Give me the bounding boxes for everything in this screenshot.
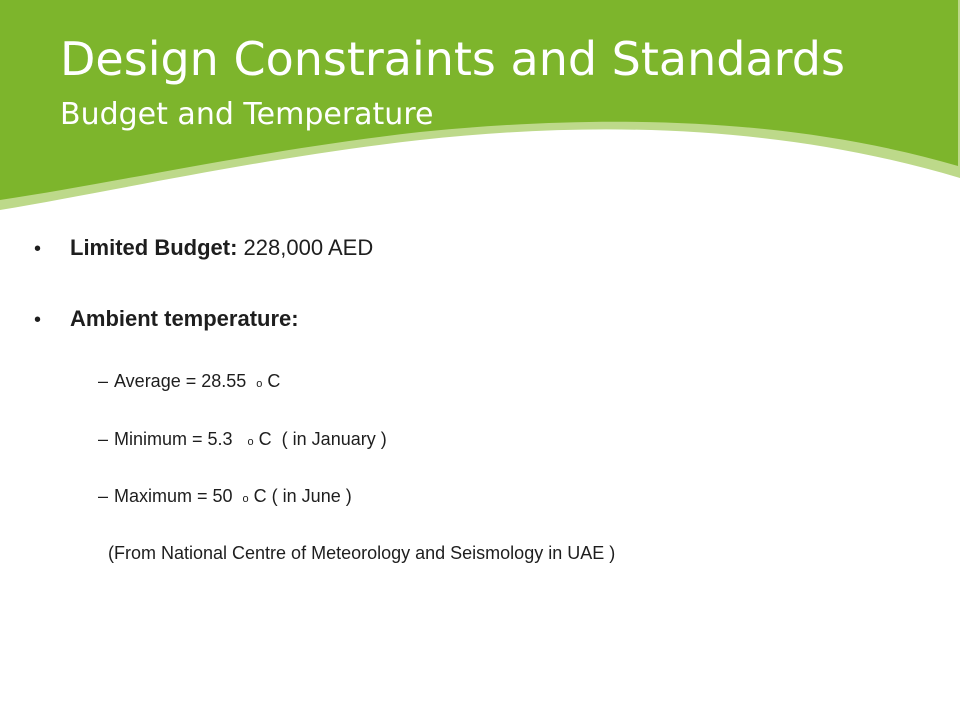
degree-sup: o bbox=[242, 493, 249, 505]
temperature-minimum-prefix: Minimum = 5.3 bbox=[114, 429, 248, 449]
bullet-ambient-text bbox=[70, 306, 299, 332]
bullet-budget bbox=[34, 235, 373, 261]
temperature-minimum-suffix: C ( in January ) bbox=[253, 429, 387, 449]
temperature-average-suffix: C bbox=[262, 371, 281, 391]
bullet-ambient-temperature bbox=[34, 306, 299, 332]
source-citation: (From National Centre of Meteorology and Seismology in UAE ) bbox=[108, 543, 616, 563]
bullet-budget-text bbox=[70, 235, 373, 261]
sub-bullet-dash-icon: – bbox=[98, 371, 109, 391]
slide-title: Design Constraints and Standards bbox=[60, 32, 845, 86]
bullet-budget-label: Limited Budget: bbox=[70, 235, 238, 260]
sub-bullet-dash-icon: – bbox=[98, 429, 109, 449]
temperature-average bbox=[98, 371, 280, 392]
sub-bullet-dash-icon: – bbox=[98, 486, 109, 506]
temperature-maximum bbox=[98, 486, 352, 507]
bullet-dot-icon: • bbox=[34, 309, 42, 331]
bullet-ambient-label: Ambient temperature: bbox=[70, 306, 299, 331]
temperature-average-prefix: Average = 28.55 bbox=[114, 371, 257, 391]
bullet-dot-icon: • bbox=[34, 238, 42, 260]
slide-subtitle: Budget and Temperature bbox=[60, 97, 434, 132]
temperature-maximum-prefix: Maximum = 50 bbox=[114, 486, 243, 506]
bullet-budget-value: 228,000 AED bbox=[237, 235, 374, 260]
temperature-minimum bbox=[98, 429, 387, 450]
temperature-maximum-suffix: C ( in June ) bbox=[248, 486, 352, 506]
degree-sup: o bbox=[247, 436, 254, 448]
degree-sup: o bbox=[256, 378, 263, 390]
